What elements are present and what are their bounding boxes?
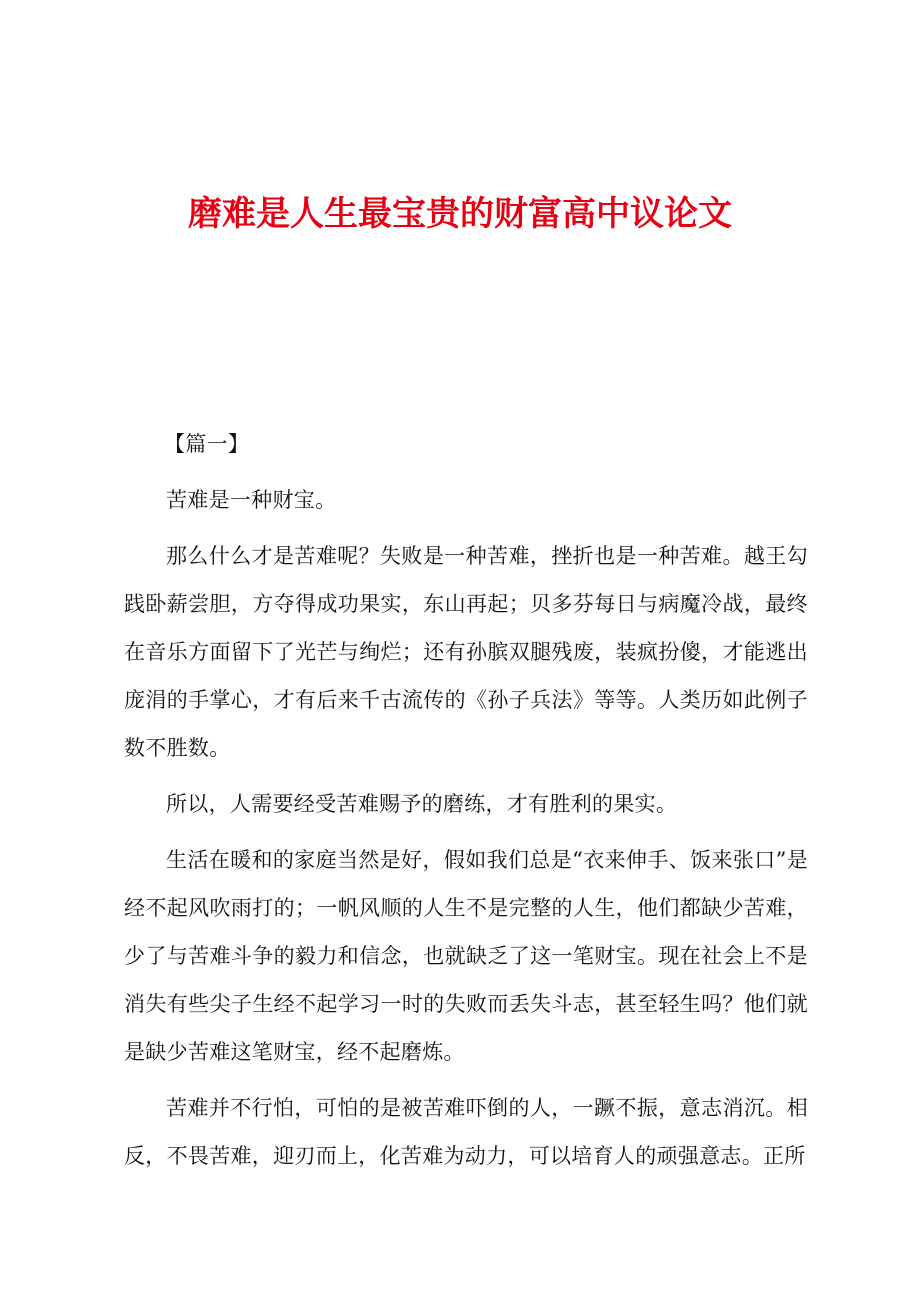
section-label: 【篇一】 <box>164 432 250 456</box>
paragraph-1: 苦难是一种财宝。 <box>166 488 337 512</box>
paragraph-3: 所以，人需要经受苦难赐予的磨练，才有胜利的果实。 <box>166 792 678 816</box>
paragraph-5: 苦难并不行怕，可怕的是被苦难吓倒的人，一蹶不振，意志消沉。相反，不畏苦难，迎刃而上，化苦难为动力，可以培育人的顽强意志。正所 <box>124 1096 808 1168</box>
paragraph-4: 生活在暖和的家庭当然是好，假如我们总是“衣来伸手、饭来张口”是经不起风吹雨打的；一帆风顺的人生不是完整的人生，他们都缺少苦难，少了与苦难斗争的毅力和信念，也就缺乏了这一笔财宝。现在社会上不是消失有些尖子生经不起学习一时的失败而丢失斗志，甚至轻生吗？他们就是缺少苦难这笔财宝，经不起磨炼。 <box>124 848 808 1064</box>
document-body <box>124 420 808 1188</box>
document-title: 磨难是人生最宝贵的财富高中议论文 <box>188 194 732 234</box>
paragraph-2: 那么什么才是苦难呢？失败是一种苦难，挫折也是一种苦难。越王勾践卧薪尝胆，方夺得成功果实，东山再起；贝多芬每日与病魔冷战，最终在音乐方面留下了光芒与绚烂；还有孙膑双腿残废，装疯扮傻，才能逃出庞涓的手掌心，才有后来千古流传的《孙子兵法》等等。人类历如此例子数不胜数。 <box>124 544 808 760</box>
